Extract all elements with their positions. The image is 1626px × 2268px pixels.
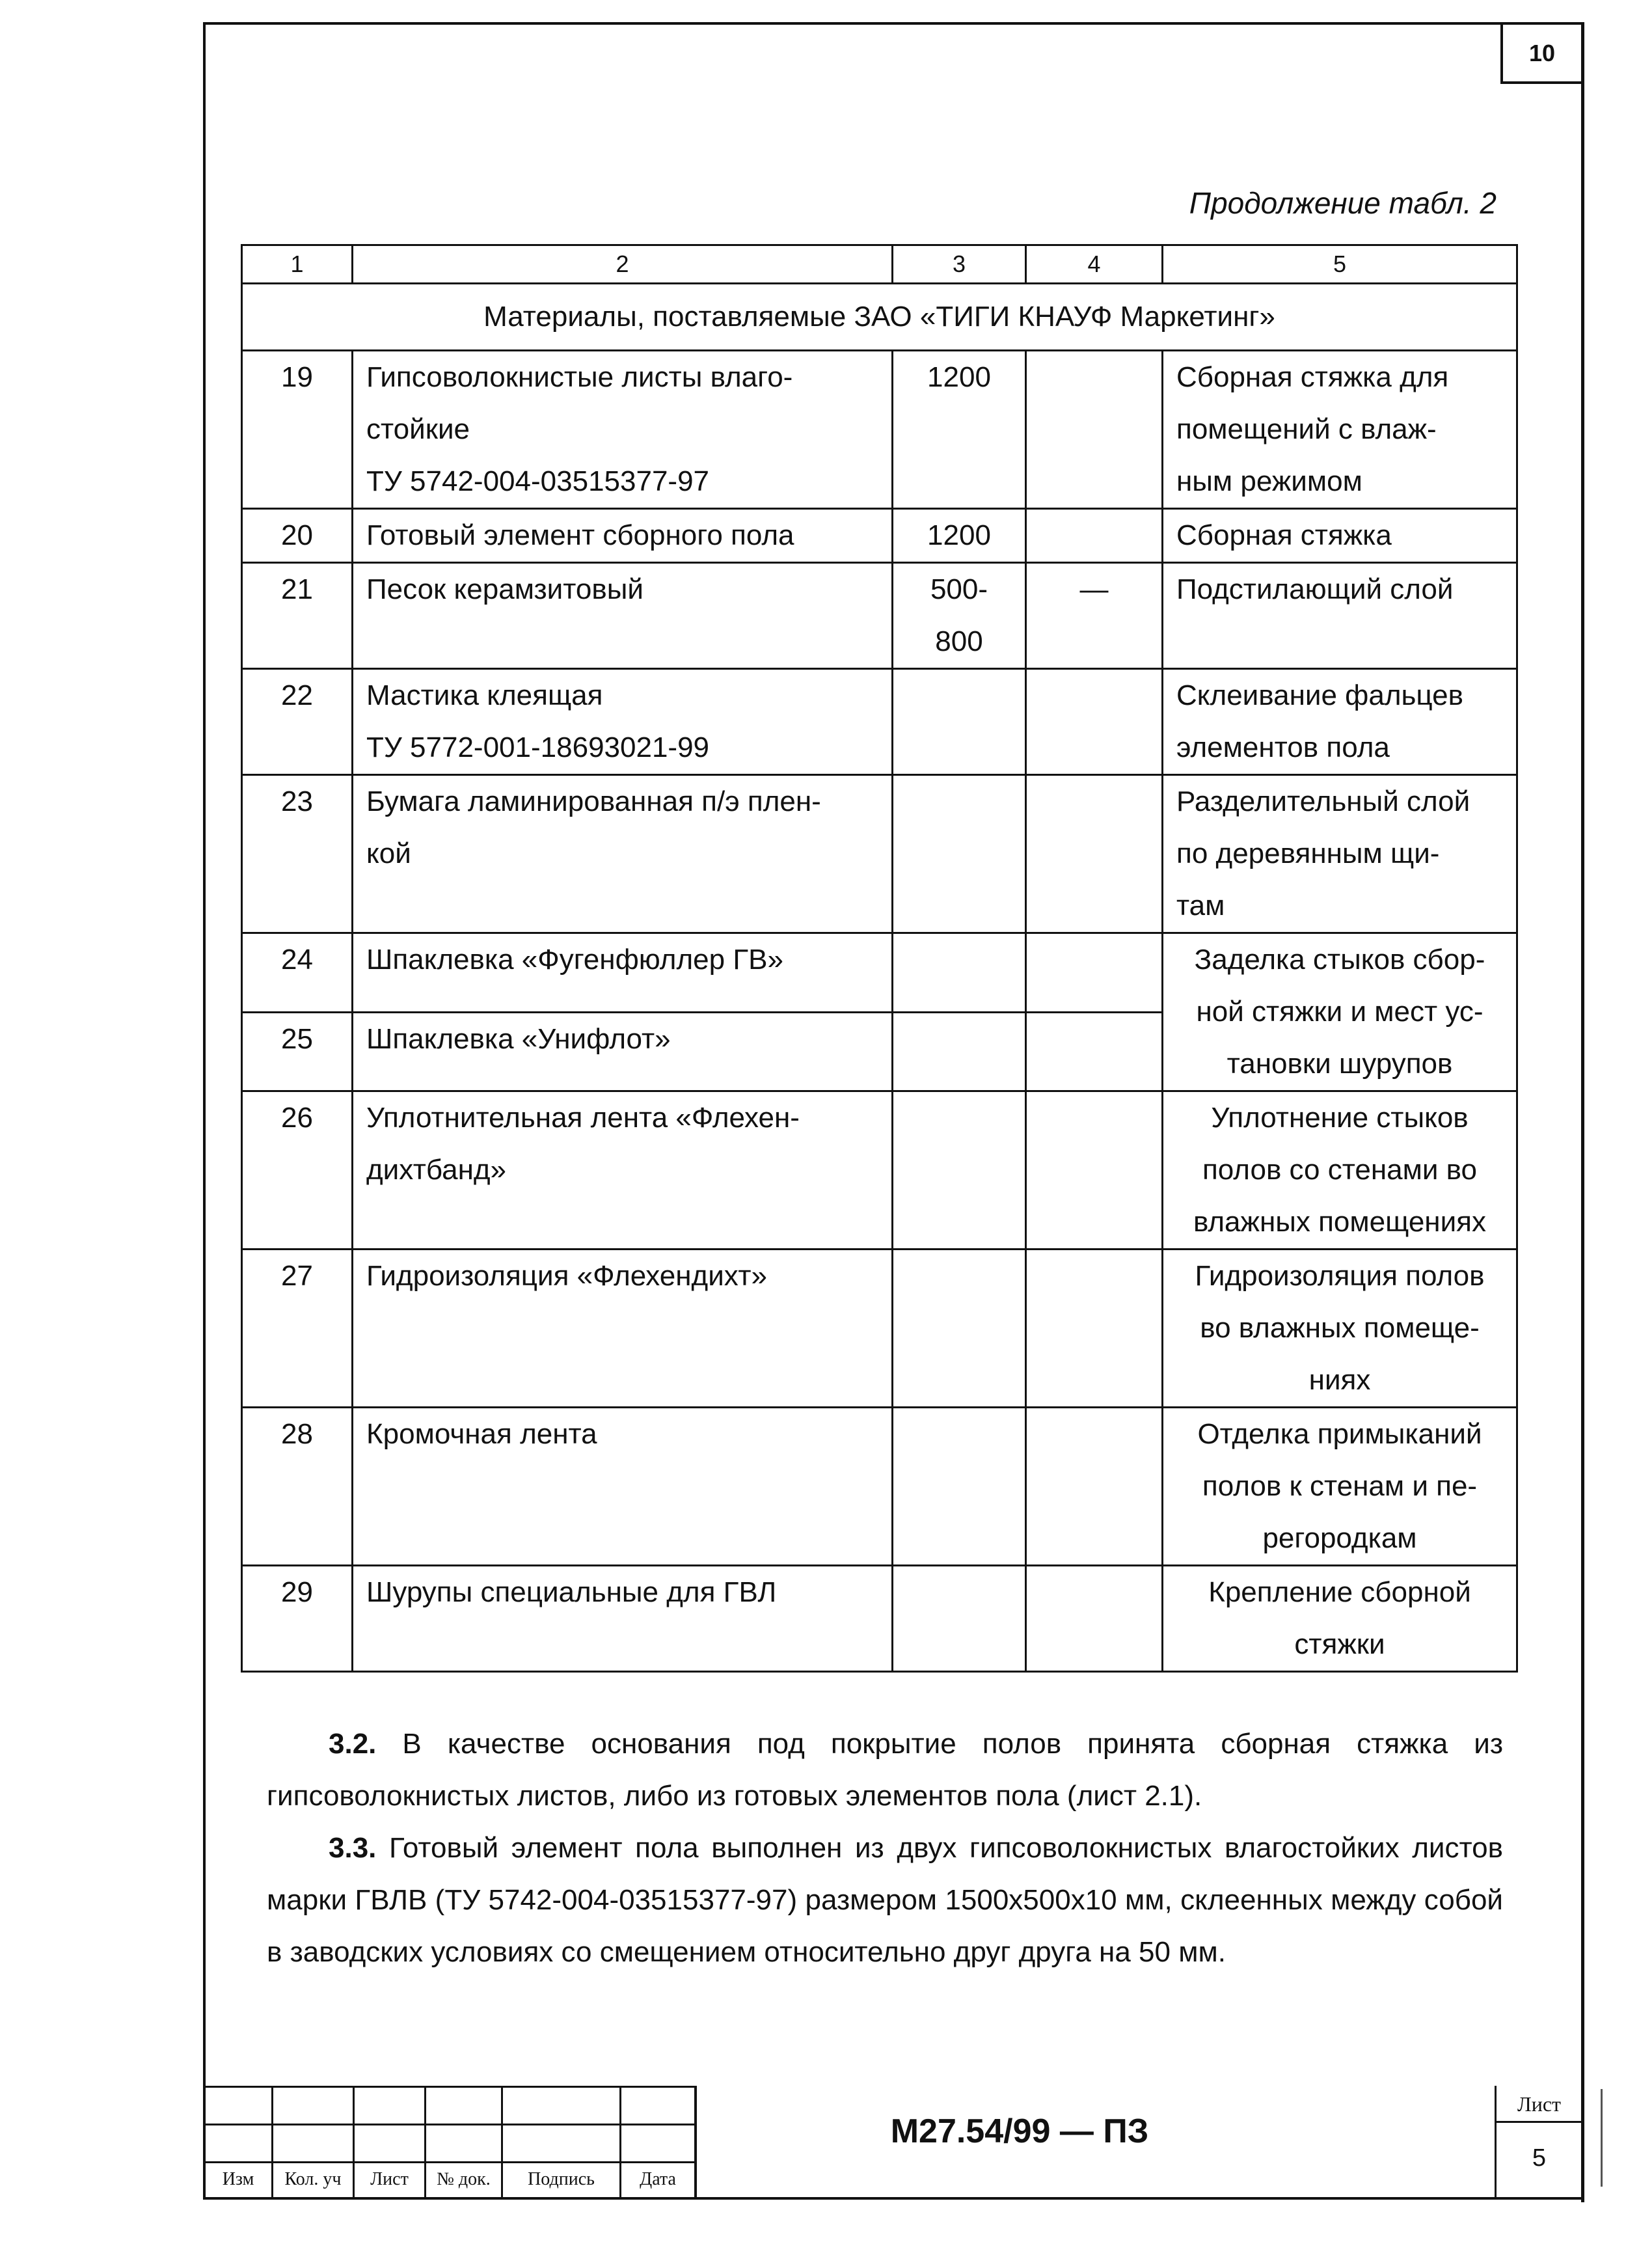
cell-line: Разделительный слой bbox=[1176, 786, 1470, 817]
table-row bbox=[242, 1250, 1517, 1408]
column-4-value bbox=[1026, 933, 1163, 1013]
cell-line: ным режимом bbox=[1176, 465, 1362, 497]
cell-line: 500- bbox=[930, 573, 988, 605]
cell-line: Кромочная лента bbox=[366, 1418, 597, 1450]
cell-line: элементов пола bbox=[1176, 731, 1390, 763]
purpose-merged bbox=[1163, 933, 1517, 1091]
density-value bbox=[893, 563, 1026, 669]
cell-line: помещений с влаж- bbox=[1176, 413, 1437, 445]
column-number-2: 2 bbox=[353, 245, 893, 284]
cell-line: во влажных помеще- bbox=[1200, 1312, 1480, 1344]
row-number: 25 bbox=[242, 1012, 353, 1091]
cell-line: Склеивание фальцев bbox=[1176, 679, 1463, 711]
row-number: 26 bbox=[242, 1091, 353, 1250]
cell-line: Заделка стыков сбор- bbox=[1194, 944, 1485, 976]
purpose bbox=[1163, 775, 1517, 933]
density-value bbox=[893, 351, 1026, 509]
table-row bbox=[242, 563, 1517, 669]
cell-line: 1200 bbox=[927, 519, 991, 551]
table-row bbox=[242, 669, 1517, 775]
cell-line: Отделка примыканий bbox=[1197, 1418, 1482, 1450]
material-name bbox=[353, 775, 893, 933]
purpose bbox=[1163, 563, 1517, 669]
material-name bbox=[353, 509, 893, 563]
sheet-number: 5 bbox=[1532, 2144, 1547, 2172]
column-4-value bbox=[1026, 1091, 1163, 1250]
cell-line: стойкие bbox=[366, 413, 470, 445]
purpose bbox=[1163, 1566, 1517, 1672]
row-number: 21 bbox=[242, 563, 353, 669]
purpose bbox=[1163, 509, 1517, 563]
row-number: 29 bbox=[242, 1566, 353, 1672]
material-name bbox=[353, 1091, 893, 1250]
cell-line: полов со стенами во bbox=[1202, 1154, 1478, 1186]
frame-edge-mark bbox=[1601, 2089, 1603, 2187]
material-name bbox=[353, 351, 893, 509]
purpose bbox=[1163, 1091, 1517, 1250]
label-kol-uch: Кол. уч bbox=[284, 2169, 342, 2189]
material-name bbox=[353, 1408, 893, 1566]
cell-line: Уплотнение стыков bbox=[1211, 1102, 1469, 1134]
cell-line: стяжки bbox=[1294, 1628, 1385, 1660]
column-4-value bbox=[1026, 1250, 1163, 1408]
document-code: М27.54/99 — ПЗ bbox=[890, 2112, 1149, 2150]
material-name bbox=[353, 563, 893, 669]
cell-line: Гидроизоляция «Флехендихт» bbox=[366, 1260, 767, 1292]
material-name bbox=[353, 933, 893, 1013]
density-value bbox=[893, 775, 1026, 933]
table-row bbox=[242, 933, 1517, 1013]
label-izm: Изм bbox=[222, 2169, 254, 2189]
page-number: 10 bbox=[1500, 22, 1584, 84]
material-name bbox=[353, 1012, 893, 1091]
column-4-value bbox=[1026, 351, 1163, 509]
cell-line: Шпаклевка «Фугенфюллер ГВ» bbox=[366, 944, 783, 976]
sheet-label: Лист bbox=[1517, 2092, 1561, 2116]
paragraph-text: В качестве основания под покрытие полов принята сборная стяжка из гипсоволокнистых листов, либо из готовых элементов пола (лист 2.1). bbox=[267, 1728, 1503, 1812]
purpose bbox=[1163, 669, 1517, 775]
row-number: 20 bbox=[242, 509, 353, 563]
density-value bbox=[893, 933, 1026, 1013]
purpose bbox=[1163, 351, 1517, 509]
cell-line: регородкам bbox=[1262, 1522, 1417, 1554]
column-4-value bbox=[1026, 509, 1163, 563]
table-row bbox=[242, 1408, 1517, 1566]
table-row bbox=[242, 351, 1517, 509]
column-number-1: 1 bbox=[242, 245, 353, 284]
cell-line: Крепление сборной bbox=[1208, 1576, 1471, 1608]
cell-line: Сборная стяжка для bbox=[1176, 361, 1449, 393]
materials-table bbox=[241, 244, 1518, 1673]
section-row bbox=[242, 284, 1517, 351]
density-value bbox=[893, 1012, 1026, 1091]
cell-line: Шпаклевка «Унифлот» bbox=[366, 1022, 671, 1055]
cell-line: ТУ 5742-004-03515377-97 bbox=[366, 465, 710, 497]
table-row bbox=[242, 509, 1517, 563]
cell-line: ной стяжки и мест ус- bbox=[1196, 996, 1484, 1028]
cell-line: тановки шурупов bbox=[1226, 1048, 1453, 1080]
density-value bbox=[893, 1566, 1026, 1672]
cell-line: полов к стенам и пе- bbox=[1202, 1470, 1478, 1502]
cell-line: Гидроизоляция полов bbox=[1195, 1260, 1485, 1292]
table-caption: Продолжение табл. 2 bbox=[1189, 186, 1497, 220]
cell-line: ниях bbox=[1308, 1364, 1371, 1396]
cell-line: ТУ 5772-001-18693021-99 bbox=[366, 731, 710, 763]
cell-line: кой bbox=[366, 838, 411, 869]
row-number: 28 bbox=[242, 1408, 353, 1566]
cell-line: Песок керамзитовый bbox=[366, 573, 644, 605]
row-number: 23 bbox=[242, 775, 353, 933]
paragraph-number: 3.2. bbox=[329, 1728, 377, 1760]
cell-line: влажных помещениях bbox=[1193, 1206, 1486, 1238]
column-4-value bbox=[1026, 1408, 1163, 1566]
purpose bbox=[1163, 1408, 1517, 1566]
cell-line: дихтбанд» bbox=[366, 1154, 507, 1186]
label-signature: Подпись bbox=[528, 2169, 595, 2189]
row-number: 24 bbox=[242, 933, 353, 1013]
paragraph-3-2 bbox=[267, 1718, 1503, 1822]
column-4-value bbox=[1026, 1566, 1163, 1672]
cell-line: 800 bbox=[935, 625, 983, 657]
column-4-value bbox=[1026, 1012, 1163, 1091]
table-header-row bbox=[242, 245, 1517, 284]
cell-line: Шурупы специальные для ГВЛ bbox=[366, 1576, 777, 1608]
label-list: Лист bbox=[370, 2169, 409, 2189]
cell-line: Бумага ламинированная п/э плен- bbox=[366, 786, 821, 817]
column-number-5: 5 bbox=[1163, 245, 1517, 284]
label-doc-no: № док. bbox=[437, 2169, 491, 2189]
density-value bbox=[893, 1408, 1026, 1566]
paragraph-text: Готовый элемент пола выполнен из двух гипсоволокнистых влагостойких листов марки ГВЛВ (ТУ 5742-004-03515377-97) размером 1500x500x10 мм, склеенных между собой в заводских условиях со смещением относительно друг друга на 50 мм. bbox=[267, 1832, 1503, 1968]
cell-line: Гипсоволокнистые листы влаго- bbox=[366, 361, 793, 393]
material-name bbox=[353, 1250, 893, 1408]
cell-line: Уплотнительная лента «Флехен- bbox=[366, 1102, 800, 1134]
material-name bbox=[353, 1566, 893, 1672]
cell-line: Сборная стяжка bbox=[1176, 519, 1392, 551]
column-4-value bbox=[1026, 669, 1163, 775]
title-block bbox=[203, 2086, 1584, 2200]
density-value bbox=[893, 669, 1026, 775]
density-value bbox=[893, 509, 1026, 563]
paragraph-number: 3.3. bbox=[329, 1832, 377, 1864]
cell-line: по деревянным щи- bbox=[1176, 838, 1440, 869]
table-row bbox=[242, 775, 1517, 933]
cell-line: 1200 bbox=[927, 361, 991, 393]
cell-line: Подстилающий слой bbox=[1176, 573, 1454, 605]
density-value bbox=[893, 1091, 1026, 1250]
column-number-3: 3 bbox=[893, 245, 1026, 284]
purpose bbox=[1163, 1250, 1517, 1408]
column-number-4: 4 bbox=[1026, 245, 1163, 284]
frame-right-border bbox=[1581, 22, 1584, 2202]
row-number: 27 bbox=[242, 1250, 353, 1408]
column-4-value: — bbox=[1026, 563, 1163, 669]
label-date: Дата bbox=[640, 2169, 676, 2189]
material-name bbox=[353, 669, 893, 775]
row-number: 22 bbox=[242, 669, 353, 775]
table-row bbox=[242, 1091, 1517, 1250]
cell-line: там bbox=[1176, 890, 1225, 922]
cell-line: Мастика клеящая bbox=[366, 679, 603, 711]
section-title: Материалы, поставляемые ЗАО «ТИГИ КНАУФ Маркетинг» bbox=[242, 284, 1517, 351]
cell-line: Готовый элемент сборного пола bbox=[366, 519, 794, 551]
table-row bbox=[242, 1566, 1517, 1672]
density-value bbox=[893, 1250, 1026, 1408]
row-number: 19 bbox=[242, 351, 353, 509]
paragraph-3-3 bbox=[267, 1822, 1503, 1978]
column-4-value bbox=[1026, 775, 1163, 933]
